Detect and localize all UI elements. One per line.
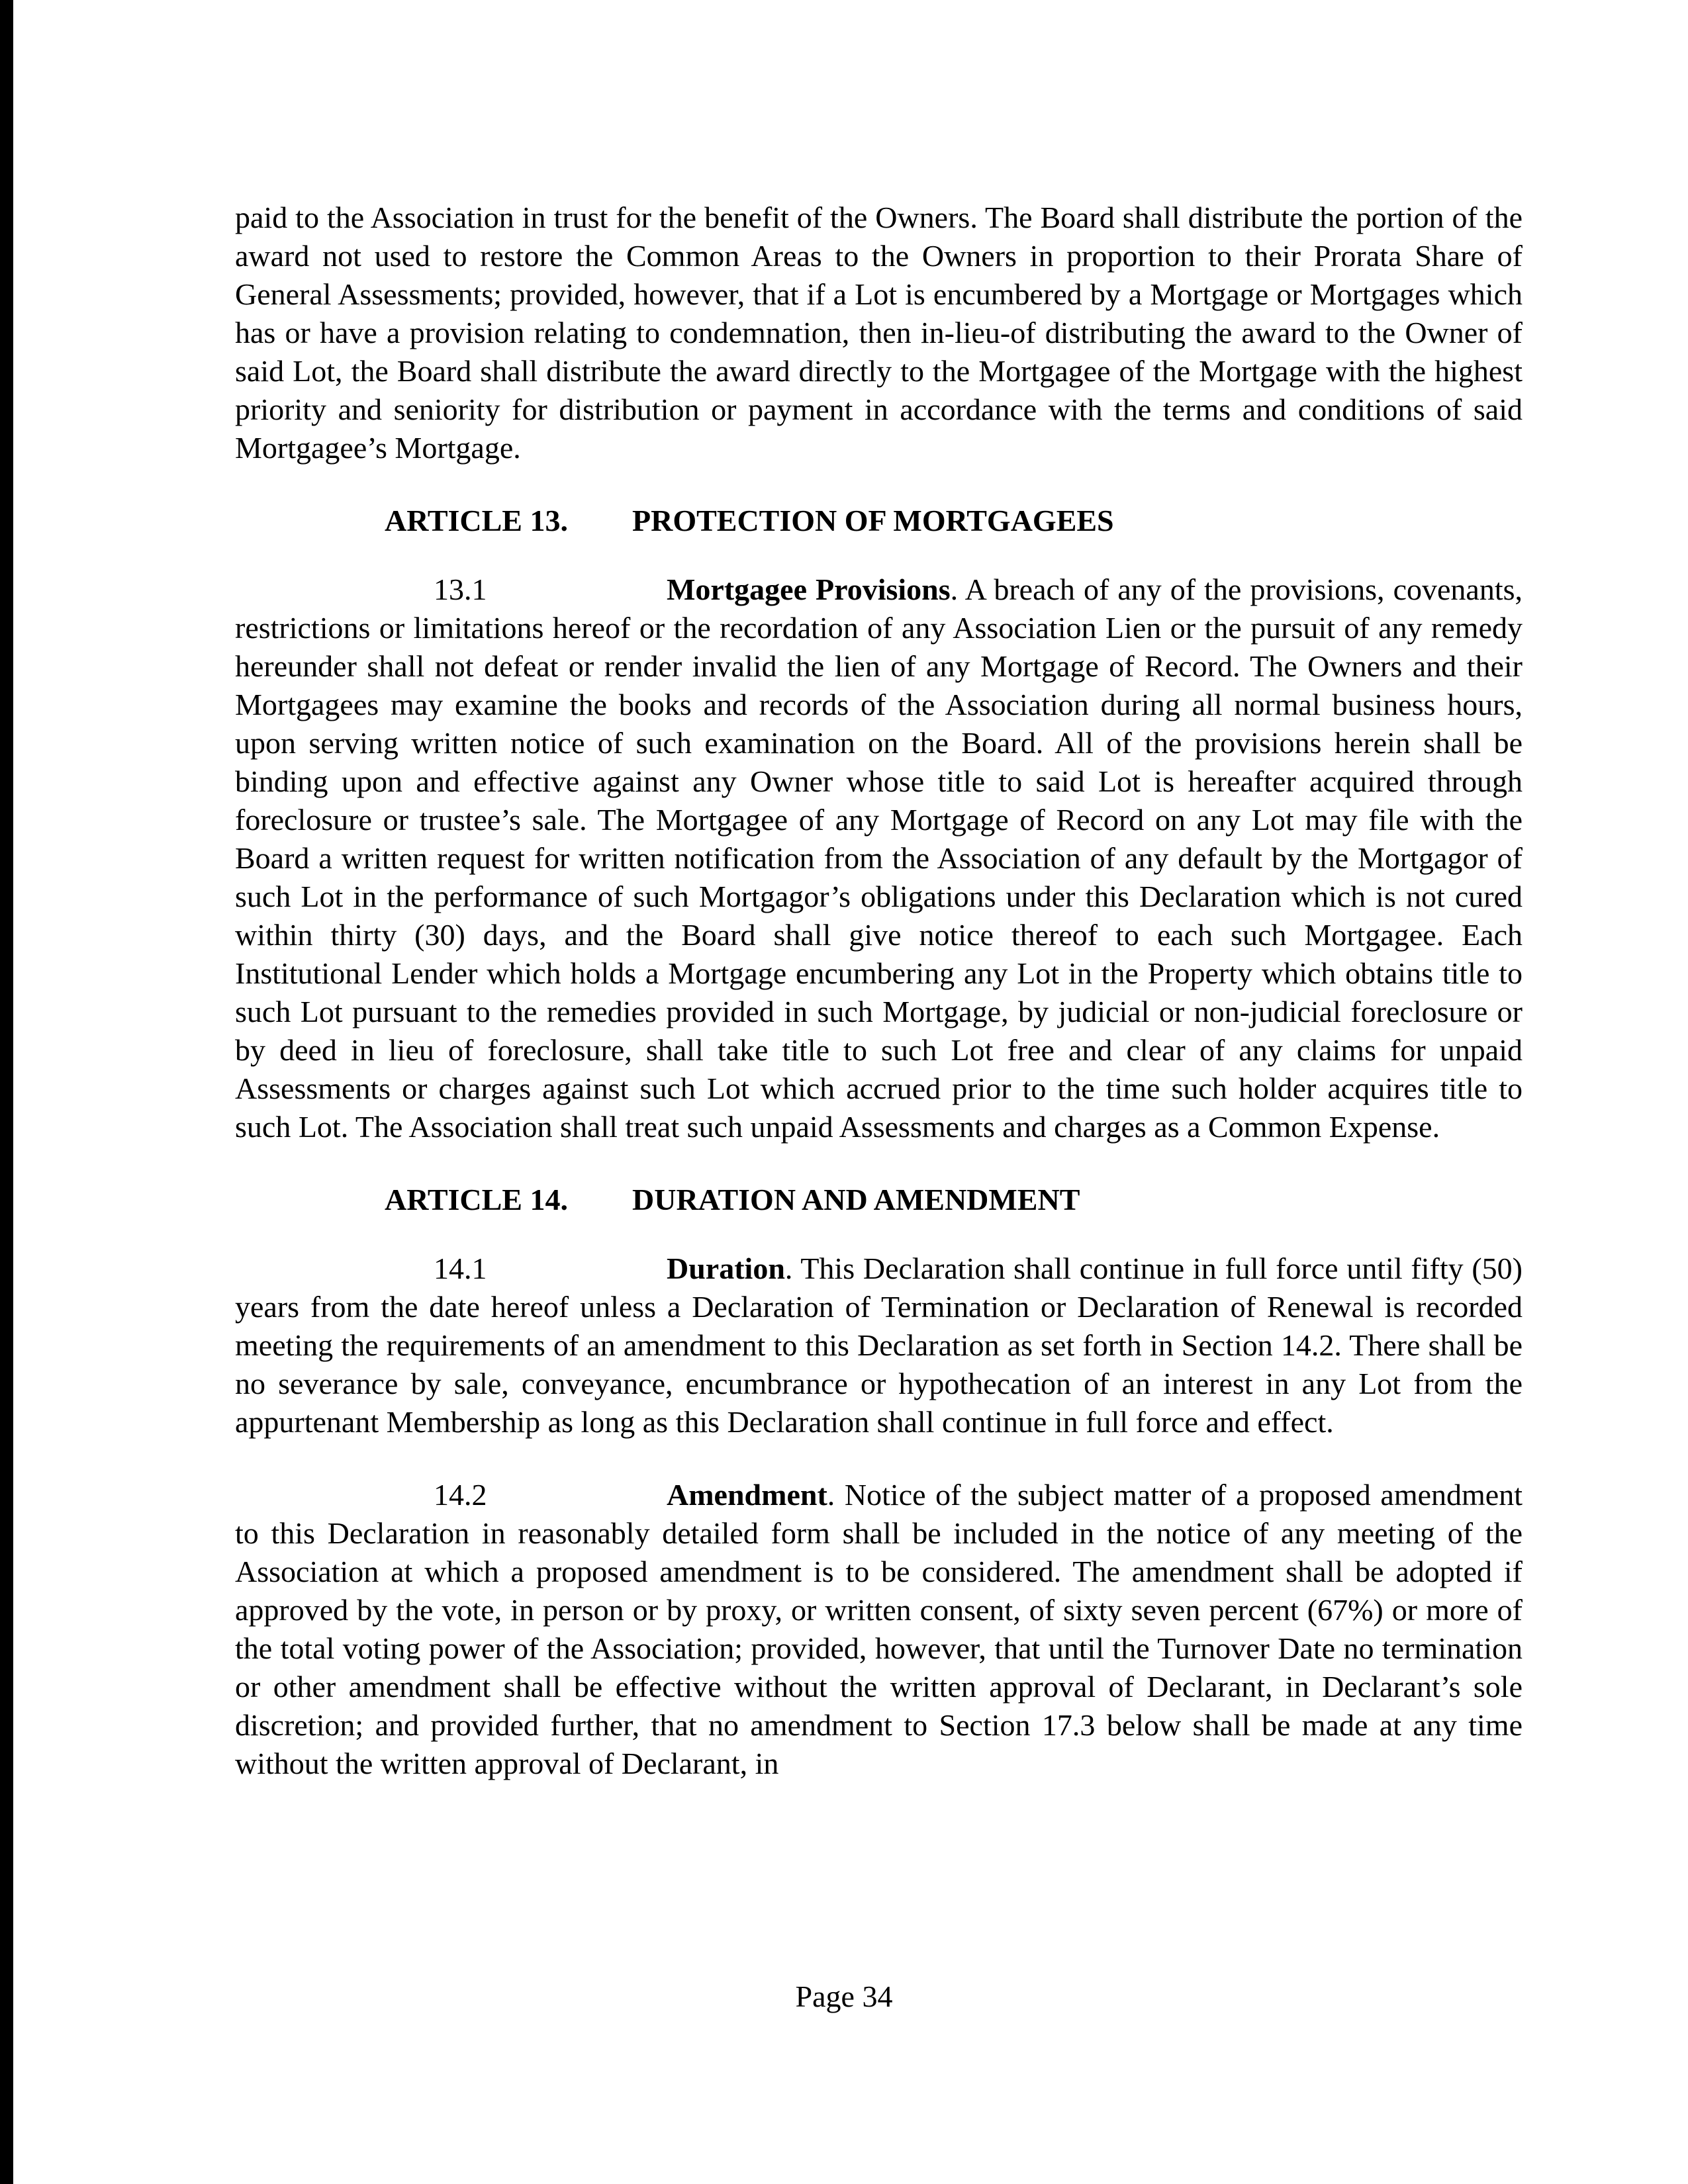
page-number: Page 34 [795, 1979, 893, 2013]
article-13-title: PROTECTION OF MORTGAGEES [632, 504, 1114, 537]
section-14-2-text: . Notice of the subject matter of a proposed amendment to this Declaration in reasonably detailed form shall be included in the notice of any meeting of the Association at which a proposed amendment is to be considered. The amendment shall be adopted if approved by the vote, in person or by proxy, or written consent, of sixty seven percent (67%) or more of the total voting power of the Association; provided, however, that until the Turnover Date no termination or other amendment shall be effective without the written approval of Declarant, in Declarant’s sole discretion; and provided further, that no amendment to Section 17.3 below shall be made at any time without the written approval of Declarant, in [235, 1478, 1523, 1780]
article-13-number: ARTICLE 13. [385, 504, 568, 537]
article-14-heading [385, 1181, 1523, 1219]
article-14-title: DURATION AND AMENDMENT [632, 1183, 1080, 1216]
section-14-2 [235, 1476, 1523, 1783]
article-13-heading [385, 502, 1523, 540]
section-13-1-title: Mortgagee Provisions [667, 572, 951, 606]
scan-edge [0, 0, 13, 2184]
section-13-1-number: 13.1 [434, 572, 487, 606]
document-page [235, 199, 1523, 1817]
section-14-2-number: 14.2 [434, 1478, 487, 1512]
section-14-1-title: Duration [667, 1251, 785, 1285]
section-14-1-number: 14.1 [434, 1251, 487, 1285]
section-14-2-title: Amendment [667, 1478, 827, 1512]
opening-paragraph: paid to the Association in trust for the benefit of the Owners. The Board shall distribute the portion of the award not used to restore the Common Areas to the Owners in proportion to their Prorata Share of General Assessments; provided, however, that if a Lot is encumbered by a Mortgage or Mortgages which has or have a provision relating to condemnation, then in-lieu-of distributing the award to the Owner of said Lot, the Board shall distribute the award directly to the Mortgagee of the Mortgage with the highest priority and seniority for distribution or payment in accordance with the terms and conditions of said Mortgagee’s Mortgage. [235, 201, 1523, 465]
section-14-1 [235, 1250, 1523, 1441]
section-13-1 [235, 570, 1523, 1146]
section-14-1-text: . This Declaration shall continue in full force until fifty (50) years from the date hereof unless a Declaration of Termination or Declaration of Renewal is recorded meeting the requirements of an amendment to this Declaration as set forth in Section 14.2. There shall be no severance by sale, conveyance, encumbrance or hypothecation of an interest in any Lot from the appurtenant Membership as long as this Declaration shall continue in full force and effect. [235, 1251, 1523, 1439]
section-13-1-text: . A breach of any of the provisions, covenants, restrictions or limitations hereof or the recordation of any Association Lien or the pursuit of any remedy hereunder shall not defeat or render invalid the lien of any Mortgage of Record. The Owners and their Mortgagees may examine the books and records of the Association during all normal business hours, upon serving written notice of such examination on the Board. All of the provisions herein shall be binding upon and effective against any Owner whose title to said Lot is hereafter acquired through foreclosure or trustee’s sale. The Mortgagee of any Mortgage of Record on any Lot may file with the Board a written request for written notification from the Association of any default by the Mortgagor of such Lot in the performance of such Mortgagor’s obligations under this Declaration which is not cured within thirty (30) days, and the Board shall give notice thereof to each such Mortgagee. Each Institutional Lender which holds a Mortgage encumbering any Lot in the Property which obtains title to such Lot pursuant to the remedies provided in such Mortgage, by judicial or non-judicial foreclosure or by deed in lieu of foreclosure, shall take title to such Lot free and clear of any claims for unpaid Assessments or charges against such Lot which accrued prior to the time such holder acquires title to such Lot. The Association shall treat such unpaid Assessments and charges as a Common Expense. [235, 572, 1523, 1144]
article-14-number: ARTICLE 14. [385, 1183, 568, 1216]
